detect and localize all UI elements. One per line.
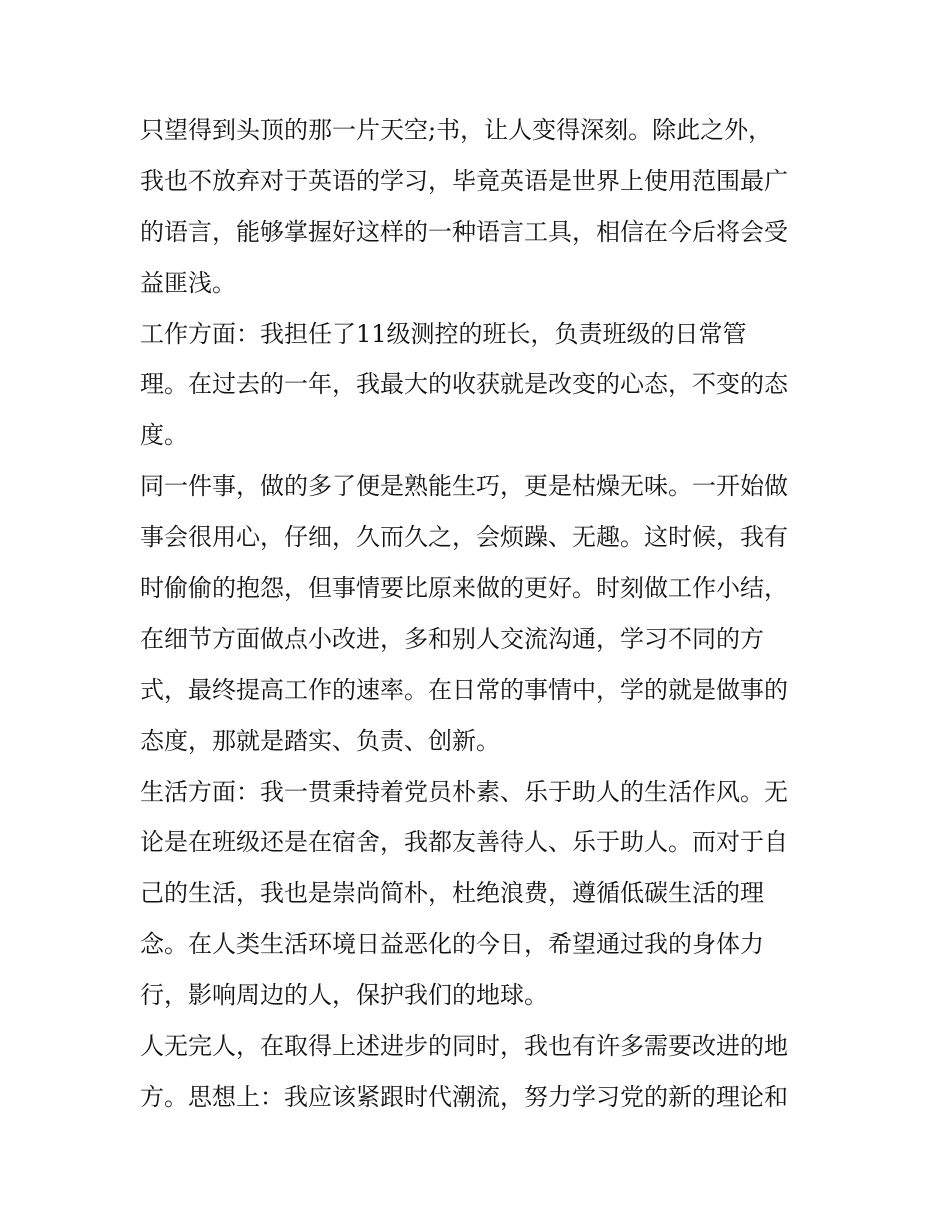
text-line: 的语言，能够掌握好这样的一种语言工具，相信在今后将会受 — [140, 217, 788, 246]
text-line: 己的生活，我也是崇尚简朴，杜绝浪费，遵循低碳生活的理 — [140, 879, 764, 908]
text-line: 方。思想上：我应该紧跟时代潮流，努力学习党的新的理论和 — [140, 1082, 788, 1111]
text-line: 论是在班级还是在宿舍，我都友善待人、乐于助人。而对于自 — [140, 828, 788, 857]
text-line: 行，影响周边的人，保护我们的地球。 — [140, 981, 548, 1010]
text-line: 生活方面：我一贯秉持着党员朴素、乐于助人的生活作风。无 — [140, 777, 788, 806]
text-line: 人无完人，在取得上述进步的同时，我也有许多需要改进的地 — [140, 1032, 788, 1061]
text-line: 时偷偷的抱怨，但事情要比原来做的更好。时刻做工作小结， — [140, 574, 788, 603]
text-line: 理。在过去的一年，我最大的收获就是改变的心态，不变的态 — [140, 370, 788, 399]
text-line: 在细节方面做点小改进，多和别人交流沟通，学习不同的方 — [140, 624, 764, 653]
text-line: 工作方面：我担任了11级测控的班长，负责班级的日常管 — [140, 319, 747, 348]
text-line: 度。 — [140, 421, 188, 450]
text-line: 益匪浅。 — [140, 268, 236, 297]
document-body — [140, 105, 820, 1123]
text-line: 式，最终提高工作的速率。在日常的事情中，学的就是做事的 — [140, 675, 788, 704]
text-line: 态度，那就是踏实、负责、创新。 — [140, 726, 500, 755]
text-line: 只望得到头顶的那一片天空;书，让人变得深刻。除此之外， — [140, 116, 773, 144]
text-line: 念。在人类生活环境日益恶化的今日，希望通过我的身体力 — [140, 930, 764, 959]
text-line: 事会很用心，仔细，久而久之，会烦躁、无趣。这时候，我有 — [140, 523, 788, 552]
text-line: 同一件事，做的多了便是熟能生巧，更是枯燥无味。一开始做 — [140, 472, 788, 501]
text-line: 我也不放弃对于英语的学习，毕竟英语是世界上使用范围最广 — [140, 166, 788, 195]
